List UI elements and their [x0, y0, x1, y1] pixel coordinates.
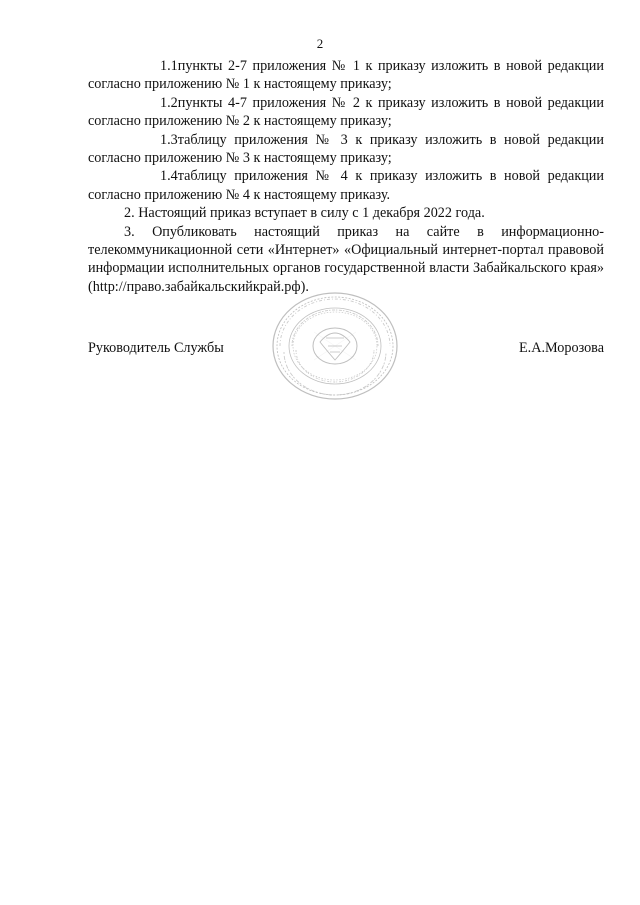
item-text: пункты 2-7 приложения № 1 к приказу изложить в новой редакции согласно приложению № 1 к настоящему приказу; — [88, 58, 604, 93]
list-item — [88, 204, 604, 222]
list-item — [88, 223, 604, 297]
document-body — [88, 57, 604, 296]
item-number: 3. — [124, 223, 135, 240]
item-number: 1.2 — [160, 94, 178, 111]
item-text: пункты 4-7 приложения № 2 к приказу изложить в новой редакции согласно приложению № 2 к настоящему приказу; — [88, 94, 604, 130]
item-number: 1.3 — [160, 131, 178, 148]
item-text: Опубликовать настоящий приказ на сайте в информационно-телекоммуникационной сети «Интернет» «Официальный интернет-портал правовой информации исполнительных органов государственной власти Забайкальского края» (http://право.забайкальскийкрай.рф). — [88, 223, 604, 295]
signatory-name: Е.А.Морозова — [519, 340, 604, 356]
list-item — [88, 131, 604, 168]
page-number: 2 — [316, 36, 324, 51]
item-number: 1.1 — [160, 58, 178, 74]
item-text: таблицу приложения № 3 к приказу изложить в новой редакции согласно приложению № 3 к настоящему приказу; — [88, 131, 604, 167]
signatory-title: Руководитель Службы — [88, 340, 224, 356]
item-text: таблицу приложения № 4 к приказу изложить в новой редакции согласно приложению № 4 к настоящему приказу. — [88, 168, 604, 203]
item-number: 1.4 — [160, 168, 178, 185]
list-item — [88, 94, 604, 131]
item-text: Настоящий приказ вступает в силу с 1 декабря 2022 года. — [138, 205, 485, 222]
list-item — [88, 57, 604, 94]
item-number: 2. — [124, 205, 135, 222]
signature-block — [88, 340, 604, 364]
list-item — [88, 167, 604, 204]
